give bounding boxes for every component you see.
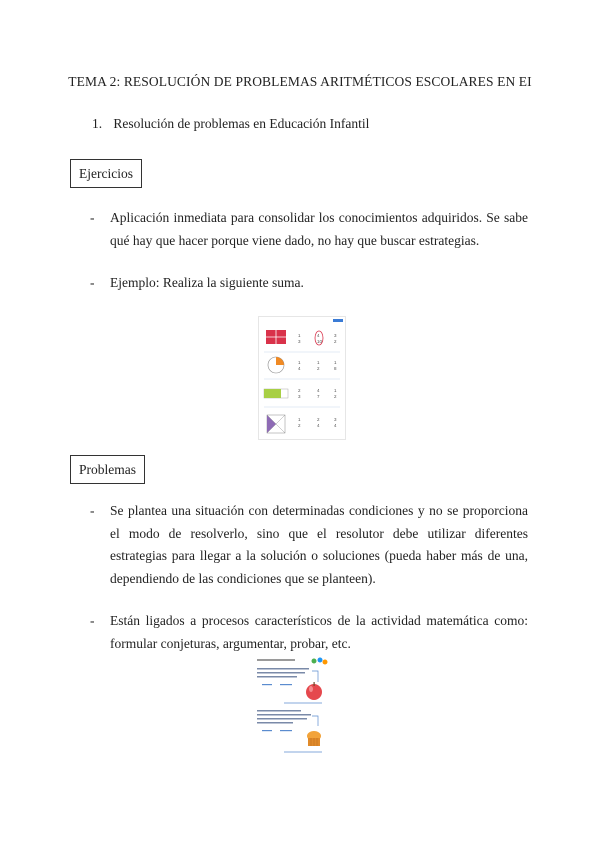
svg-text:4: 4 (334, 423, 337, 428)
cupcake-icon (307, 731, 321, 746)
svg-text:4: 4 (298, 366, 301, 371)
ejercicios-heading: Ejercicios (70, 159, 142, 188)
svg-text:2: 2 (298, 388, 301, 393)
svg-text:4: 4 (317, 423, 320, 428)
svg-text:7: 7 (317, 394, 320, 399)
section-heading (92, 116, 369, 132)
svg-text:1: 1 (298, 360, 301, 365)
svg-text:2: 2 (334, 339, 337, 344)
bullet-dash: - (90, 503, 95, 518)
svg-text:2: 2 (298, 423, 301, 428)
ejercicios-bullet-1 (90, 207, 528, 252)
svg-text:4: 4 (317, 388, 320, 393)
page-title: TEMA 2: RESOLUCIÓN DE PROBLEMAS ARITMÉTICOS ESCOLARES EN EI (68, 74, 532, 89)
svg-text:1: 1 (317, 360, 320, 365)
svg-text:1: 1 (334, 388, 337, 393)
svg-text:2: 2 (334, 394, 337, 399)
bullet-dash: - (90, 275, 95, 290)
svg-text:1: 1 (298, 417, 301, 422)
problemas-bullet-2 (90, 610, 528, 655)
svg-text:3: 3 (334, 417, 337, 422)
bullet-text: Están ligados a procesos característicos de la actividad matemática como: formular conjeturas, argumentar, probar, etc. (110, 613, 528, 651)
svg-text:10: 10 (317, 339, 323, 344)
svg-text:2: 2 (317, 417, 320, 422)
fractions-worksheet-image (258, 316, 346, 440)
problemas-bullet-1 (90, 500, 528, 590)
svg-text:1: 1 (298, 333, 301, 338)
word-problems-worksheet-image (254, 654, 334, 758)
worksheet-background (254, 654, 334, 758)
bullet-text: Ejemplo: Realiza la siguiente suma. (110, 275, 304, 290)
problemas-heading: Problemas (70, 455, 145, 484)
svg-text:2: 2 (317, 366, 320, 371)
section-label: Resolución de problemas en Educación Infantil (113, 116, 370, 131)
bullet-text: Se plantea una situación con determinadas condiciones y no se proporciona el modo de resolverlo, sino que el resolutor debe utilizar diferentes estrategias para llegar a la solución o soluciones (pueda haber más de una, dependiendo de las condiciones que se planteen). (110, 503, 528, 586)
bullet-dash: - (90, 210, 95, 225)
svg-text:8: 8 (334, 366, 337, 371)
svg-text:3: 3 (298, 339, 301, 344)
worksheet-logo (333, 319, 343, 322)
section-number: 1. (92, 116, 103, 131)
svg-text:3: 3 (334, 333, 337, 338)
svg-text:3: 3 (298, 394, 301, 399)
ejercicios-bullet-2 (90, 272, 528, 295)
svg-text:1: 1 (334, 360, 337, 365)
bullet-dash: - (90, 613, 95, 628)
svg-text:4: 4 (317, 333, 320, 338)
bullet-text: Aplicación inmediata para consolidar los conocimientos adquiridos. Se sabe qué hay que hacer porque viene dado, no hay que buscar estrategias. (110, 210, 528, 248)
